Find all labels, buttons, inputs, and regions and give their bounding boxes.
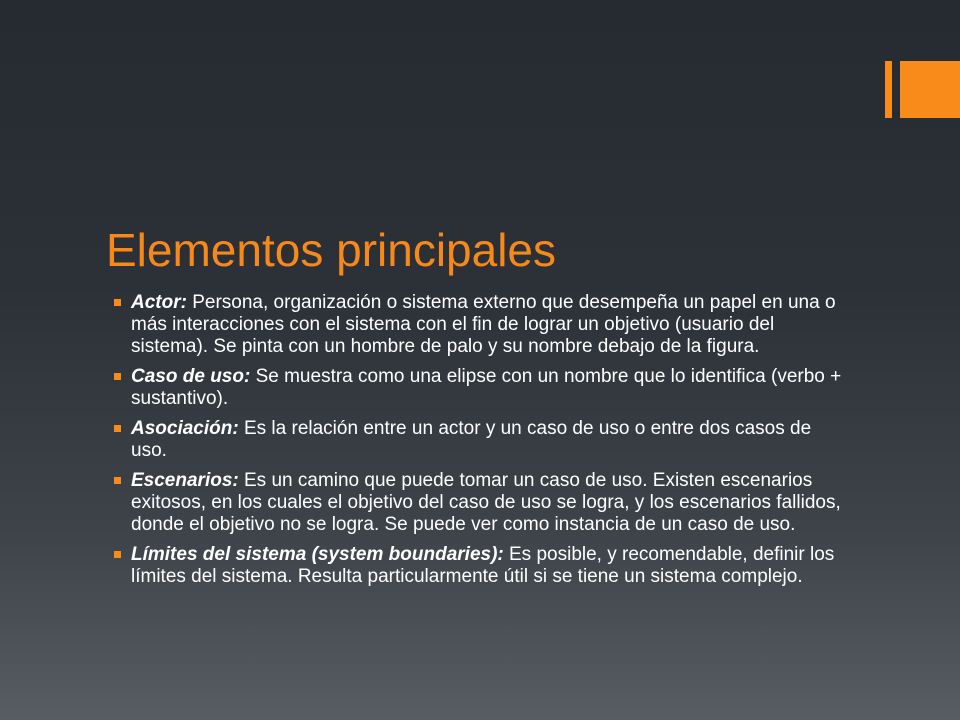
bullet-item-escenarios — [112, 470, 852, 536]
slide-title: Elementos principales — [106, 224, 557, 276]
item-text: Es la relación entre un actor y un caso de uso o entre dos casos de uso. — [131, 418, 812, 461]
bullet-square-icon — [114, 551, 121, 558]
bullet-item-asociacion — [112, 418, 852, 462]
bullet-square-icon — [114, 425, 121, 432]
bullet-item-caso-de-uso — [112, 366, 852, 410]
item-text: Es un camino que puede tomar un caso de uso. Existen escenarios exitosos, en los cuales el objetivo del caso de uso se logra, y los escenarios fallidos, donde el objetivo no se logra. Se puede ver como instancia de un caso de uso. — [131, 470, 841, 535]
accent-bar-thick — [900, 61, 960, 118]
bullet-list — [112, 292, 852, 596]
item-text: Persona, organización o sistema externo que desempeña un papel en una o más interacciones con el sistema con el fin de lograr un objetivo (usuario del sistema). Se pinta con un hombre de palo y su nombre debajo de la figura. — [131, 292, 836, 357]
bullet-square-icon — [114, 299, 121, 306]
item-text: Se muestra como una elipse con un nombre que lo identifica (verbo + sustantivo). — [131, 366, 842, 409]
bullet-item-actor — [112, 292, 852, 358]
item-text: Es posible, y recomendable, definir los límites del sistema. Resulta particularmente útil si se tiene un sistema complejo. — [131, 544, 835, 587]
item-term: Actor: — [131, 292, 187, 313]
bullet-square-icon — [114, 477, 121, 484]
item-term: Límites del sistema (system boundaries): — [131, 544, 504, 565]
item-term: Caso de uso: — [131, 366, 251, 387]
accent-bar-thin — [885, 61, 892, 118]
bullet-square-icon — [114, 373, 121, 380]
item-term: Escenarios: — [131, 470, 239, 491]
item-term: Asociación: — [131, 418, 239, 439]
bullet-item-limites-del-sistema — [112, 544, 852, 588]
